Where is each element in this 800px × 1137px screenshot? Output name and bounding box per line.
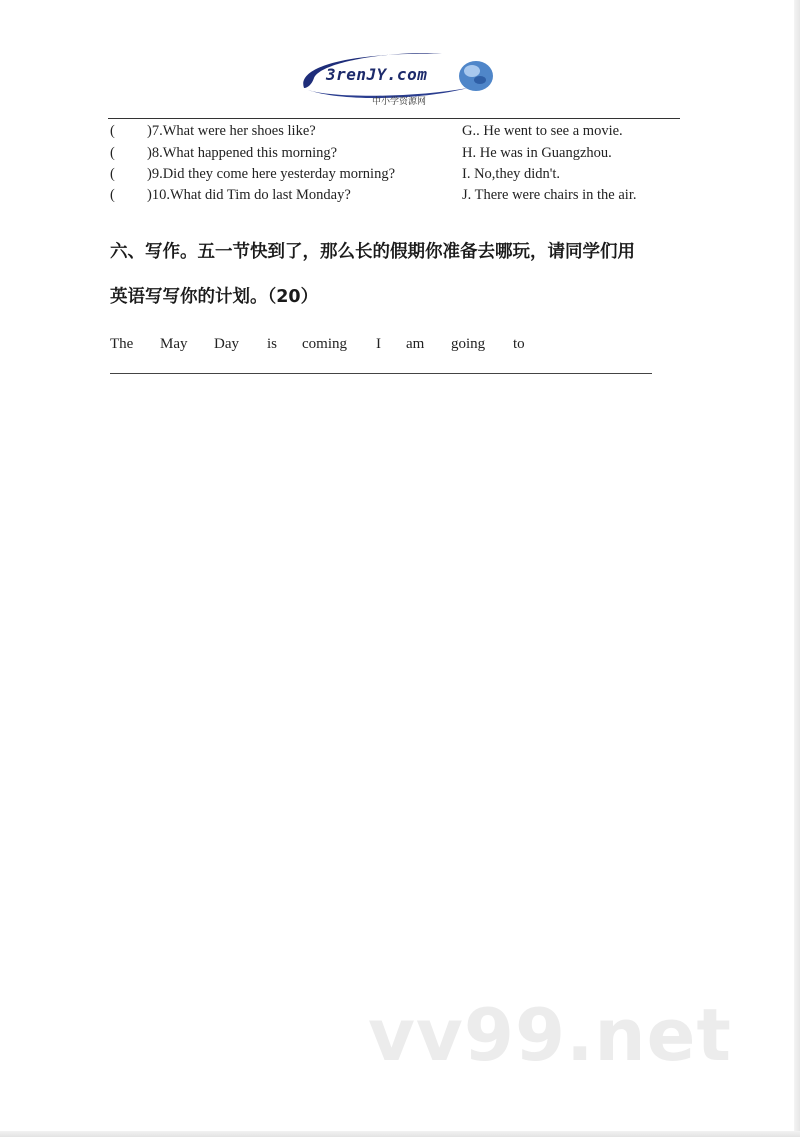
answer-bracket: (	[110, 187, 115, 203]
matching-row	[110, 123, 690, 143]
page-edge	[794, 0, 800, 1137]
page-edge	[0, 1131, 800, 1137]
answer-option: I. No,they didn't.	[462, 166, 561, 182]
answer-option: H. He was in Guangzhou.	[462, 145, 612, 161]
starter-word: I	[376, 336, 381, 352]
answer-bracket: (	[110, 166, 115, 182]
question-text: )7.What were her shoes like?	[147, 123, 316, 139]
logo-text: 3renJY.com	[326, 65, 428, 84]
starter-word: The	[110, 336, 134, 352]
starter-word: going	[451, 336, 486, 352]
header-divider	[108, 118, 680, 119]
answer-option: G.. He went to see a movie.	[462, 123, 623, 139]
starter-word: Day	[214, 336, 239, 352]
matching-row	[110, 166, 690, 186]
question-text: )9.Did they come here yesterday morning?	[147, 166, 396, 182]
matching-row	[110, 187, 690, 207]
answer-writing-line[interactable]	[110, 373, 652, 374]
starter-word: am	[406, 336, 425, 352]
question-text: )8.What happened this morning?	[147, 145, 338, 161]
answer-bracket: (	[110, 145, 115, 161]
watermark: vv99.net	[368, 993, 732, 1077]
starter-word: May	[160, 336, 188, 352]
starter-word: to	[513, 336, 525, 352]
writing-section-title-cont: 英语写写你的计划。（20）	[110, 287, 319, 307]
logo-subtitle: 中小学资源网	[372, 97, 427, 107]
starter-word: coming	[302, 336, 347, 352]
writing-section-title: 六、写作。五一节快到了，那么长的假期你准备去哪玩，请同学们用	[110, 242, 635, 262]
matching-row	[110, 145, 690, 165]
answer-bracket: (	[110, 123, 115, 139]
answer-option: J. There were chairs in the air.	[462, 187, 637, 203]
starter-word: is	[267, 336, 278, 352]
site-logo	[292, 48, 502, 110]
question-text: )10.What did Tim do last Monday?	[147, 187, 351, 203]
